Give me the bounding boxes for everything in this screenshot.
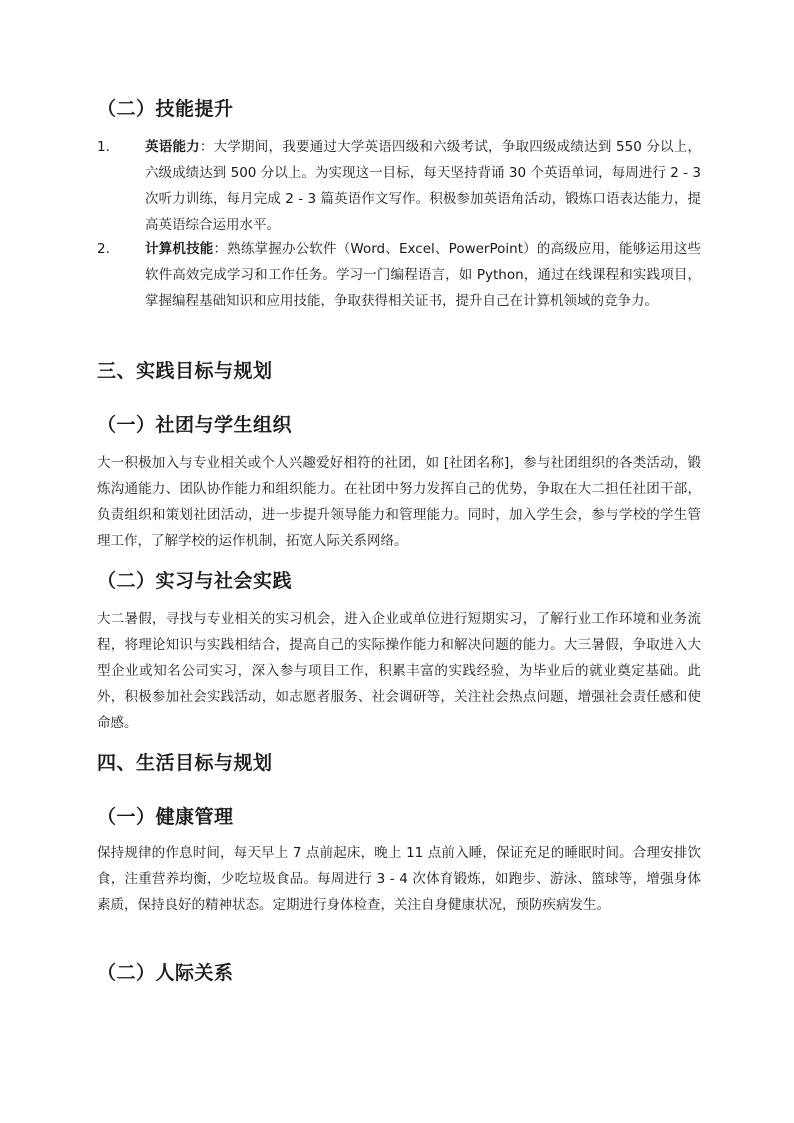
list-item [97, 236, 701, 314]
section-heading-internship: （二）实习与社会实践 [97, 570, 293, 592]
list-item-lead: 计算机技能 [145, 241, 214, 257]
list-item-text: ：熟练掌握办公软件（Word、Excel、PowerPoint）的高级应用，能够运用这些软件高效完成学习和工作任务。学习一门编程语言，如 Python，通过在线课程和实践项目，掌握编程基础知识和应用技能，争取获得相关证书，提升自己在计算机领域的竞争力。 [145, 241, 702, 309]
section-heading-relationships: （二）人际关系 [97, 962, 234, 984]
section-heading-health: （一）健康管理 [97, 806, 234, 828]
chapter-heading-practice: 三、实践目标与规划 [97, 360, 273, 382]
chapter-heading-life: 四、生活目标与规划 [97, 752, 273, 774]
section-heading-clubs: （一）社团与学生组织 [97, 414, 293, 436]
list-item-text: ：大学期间，我要通过大学英语四级和六级考试，争取四级成绩达到 550 分以上，六级成绩达到 500 分以上。为实现这一目标，每天坚持背诵 30 个英语单词，每周进行 2 - 3 次听力训练，每月完成 2 - 3 篇英语作文写作。积极参加英语角活动，锻炼口语表达能力，提高英语综合运用水平。 [145, 139, 701, 233]
paragraph-health: 保持规律的作息时间，每天早上 7 点前起床，晚上 11 点前入睡，保证充足的睡眠时间。合理安排饮食，注重营养均衡，少吃垃圾食品。每周进行 3 - 4 次体育锻炼，如跑步、游泳、篮球等，增强身体素质，保持良好的精神状态。定期进行身体检查，关注自身健康状况，预防疾病发生。 [97, 845, 701, 913]
list-number: 2. [97, 241, 110, 257]
list-item-lead: 英语能力 [145, 139, 200, 155]
paragraph-internship: 大二暑假，寻找与专业相关的实习机会，进入企业或单位进行短期实习，了解行业工作环境和业务流程，将理论知识与实践相结合，提高自己的实际操作能力和解决问题的能力。大三暑假，争取进入大型企业或知名公司实习，深入参与项目工作，积累丰富的实践经验，为毕业后的就业奠定基础。此外，积极参加社会实践活动，如志愿者服务、社会调研等，关注社会热点问题，增强社会责任感和使命感。 [97, 611, 701, 731]
paragraph-clubs: 大一积极加入与专业相关或个人兴趣爱好相符的社团，如 [社团名称]，参与社团组织的各类活动，锻炼沟通能力、团队协作能力和组织能力。在社团中努力发挥自己的优势，争取在大二担任社团干部，负责组织和策划社团活动，进一步提升领导能力和管理能力。同时，加入学生会，参与学校的学生管理工作，了解学校的运作机制，拓宽人际关系网络。 [97, 455, 701, 549]
list-item [97, 134, 701, 238]
section-heading-skills: （二）技能提升 [97, 98, 234, 120]
list-number: 1. [97, 139, 110, 155]
